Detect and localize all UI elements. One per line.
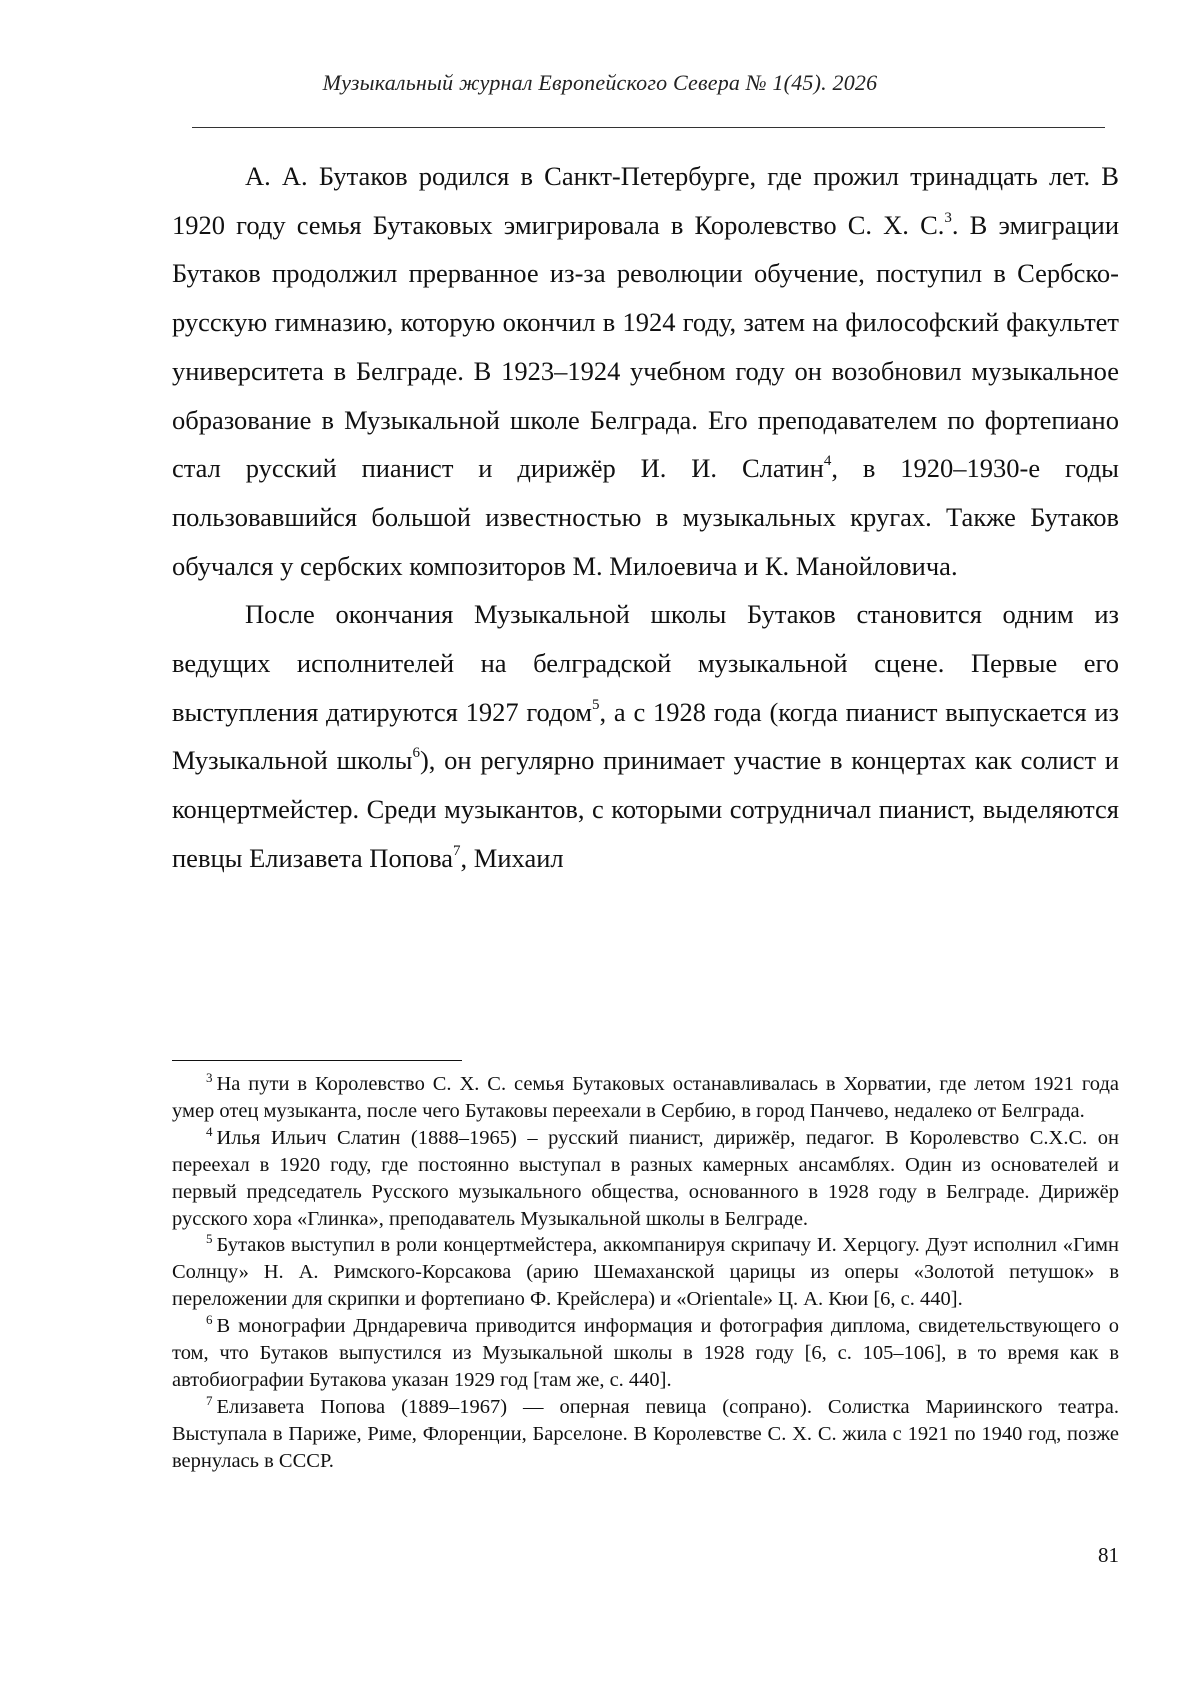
paragraph-2 bbox=[172, 590, 1119, 882]
footnote-ref-3[interactable]: 3 bbox=[944, 209, 952, 226]
footnote-7 bbox=[172, 1394, 1119, 1475]
footnote-ref-4[interactable]: 4 bbox=[823, 453, 832, 470]
page-number: 81 bbox=[1098, 1543, 1119, 1567]
footnote-ref-5[interactable]: 5 bbox=[592, 696, 600, 713]
footnote-number: 4 bbox=[206, 1123, 213, 1139]
footnote-5 bbox=[172, 1232, 1119, 1313]
footnote-text: Бутаков выступил в роли концертмейстера, аккомпанируя скрипачу И. Херцогу. Дуэт исполнил «Гимн Солнцу» Н. А. Римского-Корсакова (арию Шемаханской царицы из оперы «Золотой петушок» в переложении для скрипки и фортепиано Ф. Крейслера) и «Orientale» Ц. А. Кюи [6, с. 440]. bbox=[172, 1234, 1119, 1311]
paragraph-text: , а с 1928 года (когда пианист выпускается из Музыкальной школы bbox=[172, 696, 1119, 776]
footnote-number: 7 bbox=[206, 1392, 213, 1408]
footnote-text: Илья Ильич Слатин (1888–1965) – русский пианист, дирижёр, педагог. В Королевство С.Х.С. он переехал в 1920 году, где постоянно выступал в разных камерных ансамблях. Один из основателей и первый председатель Русского музыкального общества, основанного в 1928 году в Белграде. Дирижёр русского хора «Глинка», преподаватель Музыкальной школы в Белграде. bbox=[172, 1126, 1119, 1230]
paragraph-text: , Михаил bbox=[460, 842, 564, 873]
paragraph-text: ), он регулярно принимает участие в концертах как солист и концертмейстер. Среди музыкантов, с которыми сотрудничал пианист, выделяются певцы Елизавета Попова bbox=[172, 745, 1119, 873]
footnote-text: В монографии Дрндаревича приводится информация и фотография диплома, свидетельствующего о том, что Бутаков выпустился из Музыкальной школы в 1928 году [6, с. 105–106], в то время как в автобиографии Бутакова указан 1929 год [там же, с. 440]. bbox=[172, 1315, 1119, 1391]
header-rule bbox=[192, 127, 1105, 128]
footnote-3 bbox=[172, 1071, 1119, 1125]
footnote-ref-6[interactable]: 6 bbox=[412, 745, 420, 762]
footnote-separator bbox=[172, 1060, 462, 1061]
footnote-6 bbox=[172, 1313, 1119, 1394]
footnotes bbox=[172, 1071, 1119, 1475]
main-text bbox=[172, 152, 1119, 883]
footnote-number: 5 bbox=[206, 1231, 213, 1247]
footnote-text: На пути в Королевство С. Х. С. семья Бутаковых останавливалась в Хорватии, где летом 1921 года умер отец музыканта, после чего Бутаковы переехали в Сербию, в город Панчево, недалеко от Белграда. bbox=[172, 1073, 1119, 1122]
paragraph-text: После окончания Музыкальной школы Бутаков становится одним из ведущих исполнителей на белградской музыкальной сцене. Первые его выступления датируются 1927 годом bbox=[172, 599, 1119, 727]
journal-header: Музыкальный журнал Европейского Севера № 1(45). 2026 bbox=[322, 70, 878, 95]
paragraph-1 bbox=[172, 152, 1119, 590]
paragraph-text: , в 1920–1930-е годы пользовавшийся большой известностью в музыкальных кругах. Также Бутаков обучался у сербских композиторов М. Милоевича и К. Манойловича. bbox=[172, 453, 1119, 581]
footnote-number: 3 bbox=[206, 1070, 213, 1085]
paragraph-text: А. А. Бутаков родился в Санкт-Петербурге, где прожил тринадцать лет. В 1920 году семья Бутаковых эмигрировала в Королевство С. Х. С. bbox=[172, 161, 1119, 240]
footnote-4 bbox=[172, 1125, 1119, 1233]
footnote-ref-7[interactable]: 7 bbox=[453, 842, 461, 859]
footnote-text: Елизавета Попова (1889–1967) — оперная певица (сопрано). Солистка Мариинского театра. Выступала в Париже, Риме, Флоренции, Барселоне. В Королевстве С. Х. С. жила с 1921 по 1940 год, позже вернулась в СССР. bbox=[172, 1395, 1119, 1472]
paragraph-text: . В эмиграции Бутаков продолжил прерванное из-за революции обучение, поступил в Сербско-русскую гимназию, которую окончил в 1924 году, затем на философский факультет университета в Белграде. В 1923–1924 учебном году он возобновил музыкальное образование в Музыкальной школе Белграда. Его преподавателем по фортепиано стал русский пианист и дирижёр И. И. Слатин bbox=[172, 209, 1119, 484]
footnote-number: 6 bbox=[206, 1312, 213, 1328]
